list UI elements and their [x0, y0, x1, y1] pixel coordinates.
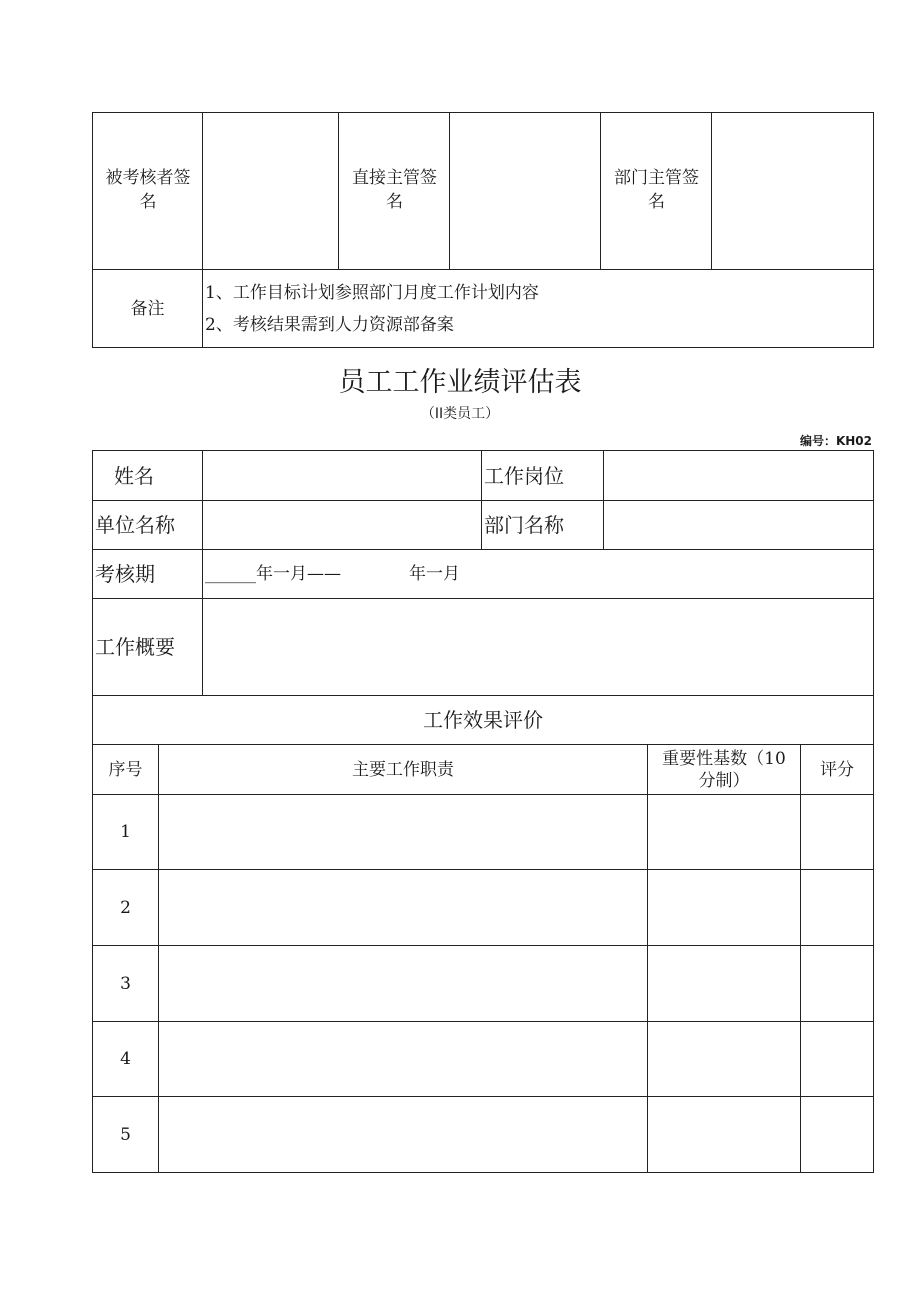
row-1-duty-field[interactable]	[159, 795, 647, 869]
column-header-score: 评分	[820, 759, 854, 780]
form-subtitle: （II类员工）	[420, 406, 500, 422]
row-1-weight-field[interactable]	[648, 795, 800, 869]
form-title: 员工工作业绩评估表	[338, 367, 582, 398]
row-3-weight-field[interactable]	[648, 946, 800, 1021]
department-field[interactable]	[604, 501, 873, 549]
row-4-weight-field[interactable]	[648, 1022, 800, 1096]
row-number-4: 4	[120, 1049, 131, 1069]
row-5-weight-field[interactable]	[648, 1097, 800, 1173]
row-2-duty-field[interactable]	[159, 870, 647, 945]
row-number-1: 1	[120, 822, 131, 842]
reviewee-signature-label: 被考核者签名	[105, 168, 191, 212]
evaluation-header: 工作效果评价	[423, 708, 543, 732]
row-4-duty-field[interactable]	[159, 1022, 647, 1096]
department-head-signature-label: 部门主管签名	[614, 168, 699, 212]
row-4-score-field[interactable]	[801, 1022, 873, 1096]
form-code: 编号：KH02	[799, 434, 872, 448]
supervisor-signature-label: 直接主管签名	[352, 168, 437, 212]
remarks-label: 备注	[130, 299, 165, 319]
row-5-score-field[interactable]	[801, 1097, 873, 1173]
period-field[interactable]: ______年一月—— 年一月	[205, 564, 460, 584]
period-label: 考核期	[95, 562, 155, 586]
name-field[interactable]	[203, 451, 481, 500]
row-3-duty-field[interactable]	[159, 946, 647, 1021]
row-5-duty-field[interactable]	[159, 1097, 647, 1173]
department-label: 部门名称	[484, 513, 564, 537]
reviewee-signature-field[interactable]	[203, 113, 338, 269]
column-header-weight: 重要性基数（10分制）	[662, 748, 786, 791]
unit-field[interactable]	[203, 501, 481, 549]
remark-line-1: 1、工作目标计划参照部门月度工作计划内容	[205, 283, 539, 303]
row-2-score-field[interactable]	[801, 870, 873, 945]
row-1-score-field[interactable]	[801, 795, 873, 869]
department-head-signature-field[interactable]	[712, 113, 873, 269]
column-header-no: 序号	[108, 759, 143, 780]
column-header-duty: 主要工作职责	[352, 759, 454, 780]
remark-line-2: 2、考核结果需到人力资源部备案	[205, 315, 454, 335]
summary-field[interactable]	[203, 599, 873, 695]
supervisor-signature-field[interactable]	[450, 113, 600, 269]
name-label: 姓名	[114, 464, 154, 488]
summary-label: 工作概要	[95, 635, 175, 659]
row-number-5: 5	[120, 1125, 131, 1145]
unit-label: 单位名称	[95, 513, 175, 537]
position-field[interactable]	[604, 451, 873, 500]
row-2-weight-field[interactable]	[648, 870, 800, 945]
row-number-3: 3	[120, 973, 131, 994]
row-number-2: 2	[120, 897, 131, 918]
row-3-score-field[interactable]	[801, 946, 873, 1021]
position-label: 工作岗位	[484, 464, 564, 488]
